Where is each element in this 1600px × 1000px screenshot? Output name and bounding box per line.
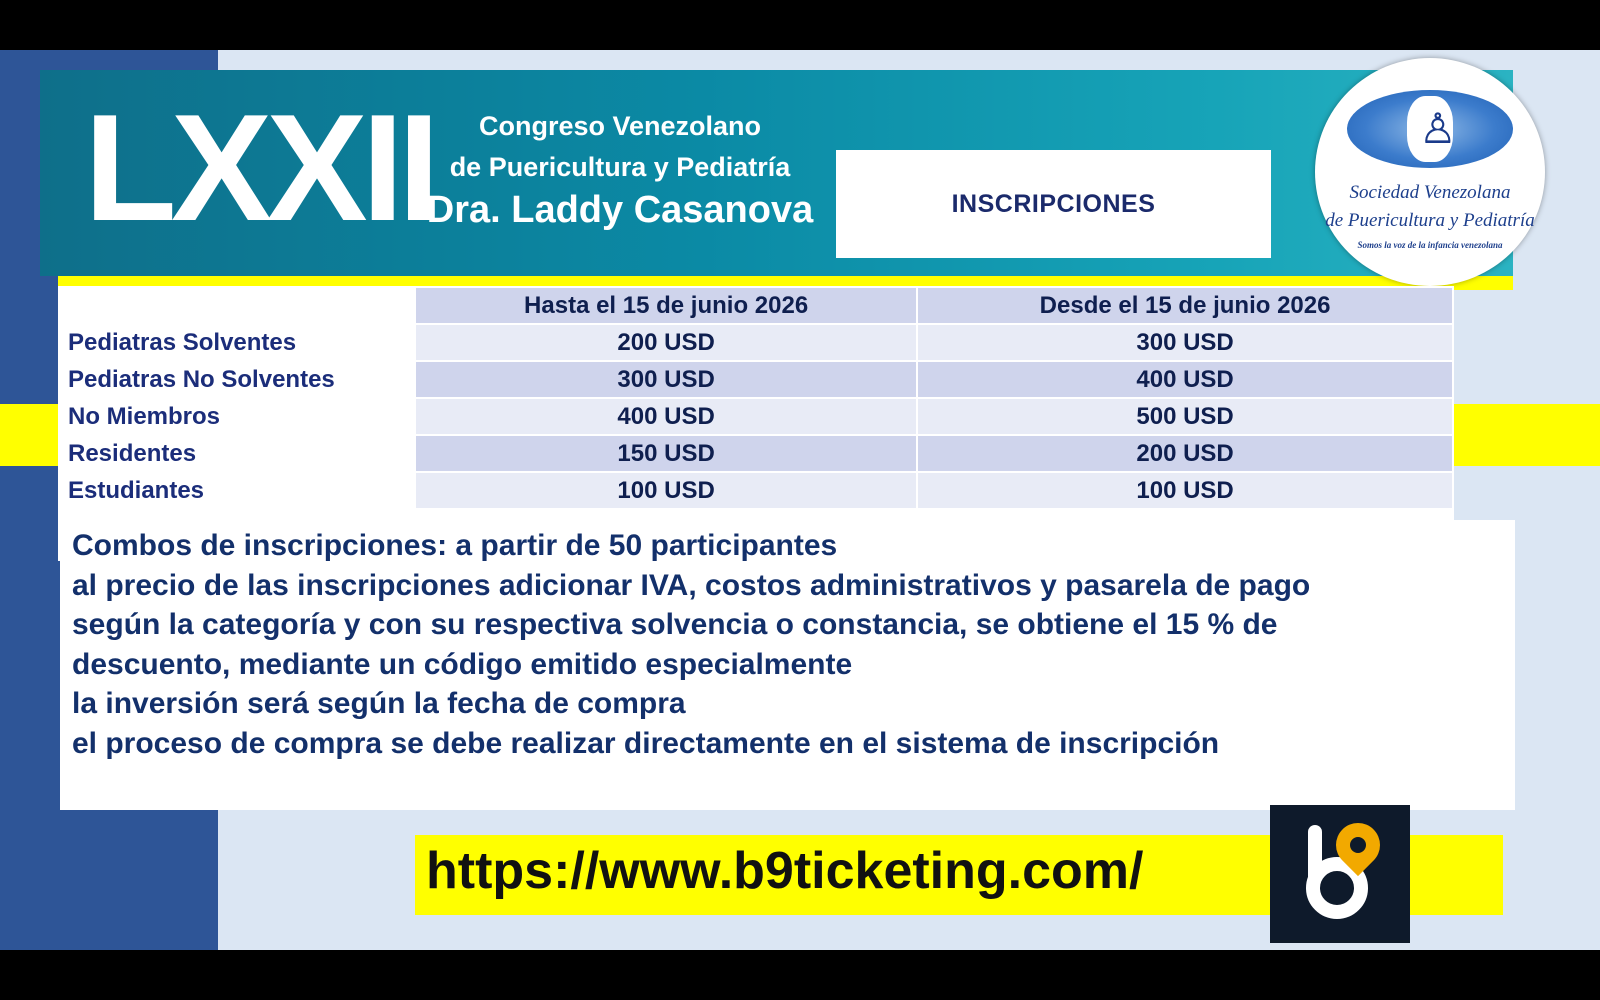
note-line: la inversión será según la fecha de compra [72,687,686,720]
price-late: 200 USD [917,435,1453,472]
section-title-box [836,150,1271,258]
note-line: descuento, mediante un código emitido especialmente [72,647,853,681]
row-label: Pediatras No Solventes [58,361,415,398]
edition-numeral: LXXII [84,83,435,253]
price-early: 400 USD [415,398,917,435]
price-late: 400 USD [917,361,1453,398]
logo-eye-emblem [1347,90,1513,168]
notes-text [60,526,1310,763]
note-line: según la categoría y con su respectiva solvencia o constancia, se obtiene el 15 % de [72,608,1278,641]
price-late: 500 USD [917,398,1453,435]
logo-tagline: Somos la voz de la infancia venezolana [1357,240,1503,250]
table-row [58,398,1453,435]
price-early: 100 USD [415,472,917,509]
mother-child-icon: ♙ [1419,105,1457,152]
row-label: Pediatras Solventes [58,324,415,361]
price-early: 150 USD [415,435,917,472]
b9-ticketing-logo-icon [1270,805,1410,943]
column-header-late: Desde el 15 de junio 2026 [917,287,1453,324]
price-late: 100 USD [917,472,1453,509]
logo-name-line-1: Sociedad Venezolana [1349,182,1511,203]
table-header-row [58,287,1453,324]
pricing-table [58,286,1454,510]
congress-line-2: de Puericultura y Pediatría [449,152,791,182]
table-row [58,472,1453,509]
column-header-early: Hasta el 15 de junio 2026 [415,287,917,324]
honoree-name: Dra. Laddy Casanova [426,189,814,231]
table-row [58,361,1453,398]
note-line: el proceso de compra se debe realizar directamente en el sistema de inscripción [72,726,1220,760]
ticketing-url-link[interactable]: https://www.b9ticketing.com/ [426,842,1144,900]
table-row [58,324,1453,361]
table-corner [58,287,415,324]
notes-panel [60,520,1515,810]
logo-pupil [1407,96,1457,162]
congress-line-1: Congreso Venezolano [478,111,762,141]
table-row [58,435,1453,472]
price-early: 200 USD [415,324,917,361]
row-label: Residentes [58,435,415,472]
flyer-canvas [0,50,1600,950]
header-banner [40,70,1513,276]
row-label: Estudiantes [58,472,415,509]
price-late: 300 USD [917,324,1453,361]
note-line: al precio de las inscripciones adicionar IVA, costos administrativos y pasarela de pago [72,568,1311,602]
logo-name-line-2: de Puericultura y Pediatría [1325,210,1535,231]
note-line: Combos de inscripciones: a partir de 50 participantes [72,529,838,562]
congress-title [420,106,820,232]
row-label: No Miembros [58,398,415,435]
section-title: INSCRIPCIONES [951,189,1156,218]
society-logo [1315,58,1545,286]
price-early: 300 USD [415,361,917,398]
